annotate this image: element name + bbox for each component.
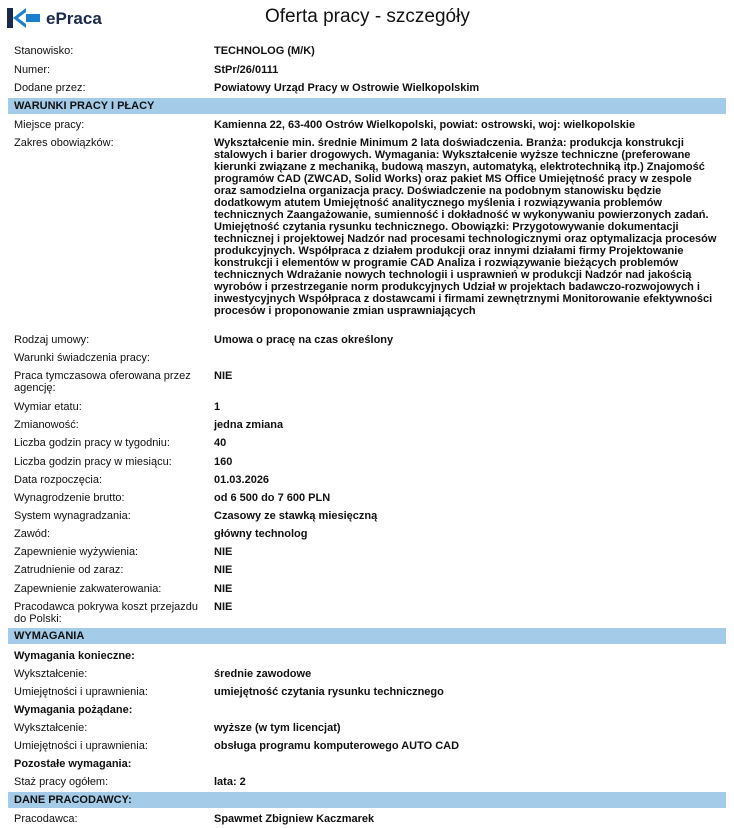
zakres-line: stalowych i barier drogowych. Wymagania: Wykształcenie wyższe techniczne (preferowane (214, 149, 691, 161)
row-label: Liczba godzin pracy w miesiącu: (14, 456, 172, 468)
section-title: DANE PRACODAWCY: (14, 794, 132, 806)
row-value: NIE (214, 370, 233, 382)
page-title: Oferta pracy - szczegóły (265, 6, 470, 27)
zakres-line: produkcyjnych. Współpraca z działem produkcji oraz innymi działami firmy Projektowanie (214, 245, 684, 257)
zakres-text (214, 137, 726, 317)
zakres-line: Umiejętność czytania rysunku technicznego. Obowiązki: Przygotowywanie dokumentacji (214, 221, 679, 233)
row-label: Staż pracy ogółem: (14, 776, 109, 788)
row-label: Umiejętności i uprawnienia: (14, 740, 148, 752)
row-value: 1 (214, 401, 221, 413)
zakres-line: kierunki związane z mechaniką, budową maszyn, automatyką, elektrotechniką itp.) Znajomość (214, 161, 705, 173)
row-label: System wynagradzania: (14, 510, 131, 522)
row-label: Pracodawca pokrywa koszt przejazdu do Polski: (14, 601, 199, 625)
row-label: Umiejętności i uprawnienia: (14, 686, 148, 698)
row-value: lata: 2 (214, 776, 246, 788)
row-label: Zapewnienie wyżywienia: (14, 546, 139, 558)
zakres-line: konstrukcji i elementów w programie CAD Analiza i rozwiązywanie bieżących problemów (214, 257, 679, 269)
epraca-logo-icon (6, 6, 42, 30)
section-wymagania-header (8, 628, 726, 644)
row-label: Zapewnienie zakwaterowania: (14, 583, 162, 595)
row-label: Rodzaj umowy: (14, 334, 90, 346)
epraca-logo[interactable] (6, 6, 116, 32)
row-value: NIE (214, 601, 233, 613)
subsection-title: Wymagania konieczne: (14, 650, 135, 662)
row-label: Pracodawca: (14, 813, 78, 825)
zakres-line: oraz samodzielna organizacja pracy. Doświadczenie na podobnym stanowisku będzie (214, 185, 662, 197)
row-value: Powiatowy Urząd Pracy w Ostrowie Wielkopolskim (214, 82, 480, 94)
row-label: Praca tymczasowa oferowana przez agencję: (14, 370, 191, 394)
row-value: umiejętność czytania rysunku technicznego (214, 686, 444, 698)
zakres-line: Wykształcenie min. średnie Minimum 2 lata doświadczenia. Branża: produkcja konstrukcji (214, 137, 684, 149)
row-label: Data rozpoczęcia: (14, 474, 103, 486)
zakres-line: programów CAD (ZWCAD, Solid Works) oraz pakiet MS Office Umiejętność pracy w zespole (214, 173, 692, 185)
row-value: NIE (214, 546, 233, 558)
section-title: WYMAGANIA (14, 630, 85, 642)
page-header (0, 0, 734, 38)
row-value: Kamienna 22, 63-400 Ostrów Wielkopolski, powiat: ostrowski, woj: wielkopolskie (214, 119, 636, 131)
row-value: średnie zawodowe (214, 668, 312, 680)
row-label: Stanowisko: (14, 45, 74, 57)
row-label: Dodane przez: (14, 82, 86, 94)
row-label: Zatrudnienie od zaraz: (14, 564, 124, 576)
row-value: jedna zmiana (214, 419, 284, 431)
row-value: od 6 500 do 7 600 PLN (214, 492, 331, 504)
row-label: Wykształcenie: (14, 668, 88, 680)
zakres-line: technicznych Zaangażowanie, sumienność i dokładność w wykonywaniu powierzonych zadań. (214, 209, 709, 221)
row-value: główny technolog (214, 528, 308, 540)
subsection-title: Wymagania pożądane: (14, 704, 133, 716)
row-value: StPr/26/0111 (214, 64, 279, 76)
row-label: Numer: (14, 64, 51, 76)
subsection-title: Pozostałe wymagania: (14, 758, 132, 770)
row-label: Zmianowość: (14, 419, 79, 431)
zakres-line: procesów i proponowanie zmian usprawniających (214, 305, 476, 317)
row-value: wyższe (w tym licencjat) (214, 722, 341, 734)
logo-text: ePraca (46, 9, 102, 28)
row-label: Liczba godzin pracy w tygodniu: (14, 437, 170, 449)
zakres-line: technicznych Wdrażanie nowych technologii i usprawnień w produkcji Nadzór nad jakością (214, 269, 692, 281)
row-label: Warunki świadczenia pracy: (14, 352, 150, 364)
row-value: NIE (214, 583, 233, 595)
zakres-line: technicznej i projektowej Nadzór nad procesami technologicznymi oraz optymalizacja procesów (214, 233, 717, 245)
zakres-line: dodatkowym atutem Umiejętność analitycznego myślenia i rozwiązywania problemów (214, 197, 663, 209)
row-label: Wykształcenie: (14, 722, 88, 734)
row-label: Wymiar etatu: (14, 401, 82, 413)
row-value: Umowa o pracę na czas określony (214, 334, 394, 346)
row-label: Zawód: (14, 528, 51, 540)
row-value: NIE (214, 564, 233, 576)
section-warunki-header (8, 98, 726, 114)
row-value: 40 (214, 437, 227, 449)
zakres-line: wyrobów i przestrzeganie norm produkcyjnych Udział w projektach badawczo-rozwojowych i (214, 281, 700, 293)
row-value: TECHNOLOG (M/K) (214, 45, 315, 57)
row-value: 160 (214, 456, 233, 468)
row-value: Czasowy ze stawką miesięczną (214, 510, 378, 522)
section-title: WARUNKI PRACY I PŁACY (14, 100, 155, 112)
row-value: obsługa programu komputerowego AUTO CAD (214, 740, 460, 752)
row-label: Wynagrodzenie brutto: (14, 492, 125, 504)
zakres-line: inwestycyjnych Współpraca z dostawcami i firmami zewnętrznymi Monitorowanie efektywności (214, 293, 713, 305)
row-label: Miejsce pracy: (14, 119, 85, 131)
row-value: 01.03.2026 (214, 474, 270, 486)
row-label: Zakres obowiązków: (14, 137, 114, 149)
row-value: Spawmet Zbigniew Kaczmarek (214, 813, 375, 825)
section-dane-pracodawcy-header (8, 792, 726, 808)
